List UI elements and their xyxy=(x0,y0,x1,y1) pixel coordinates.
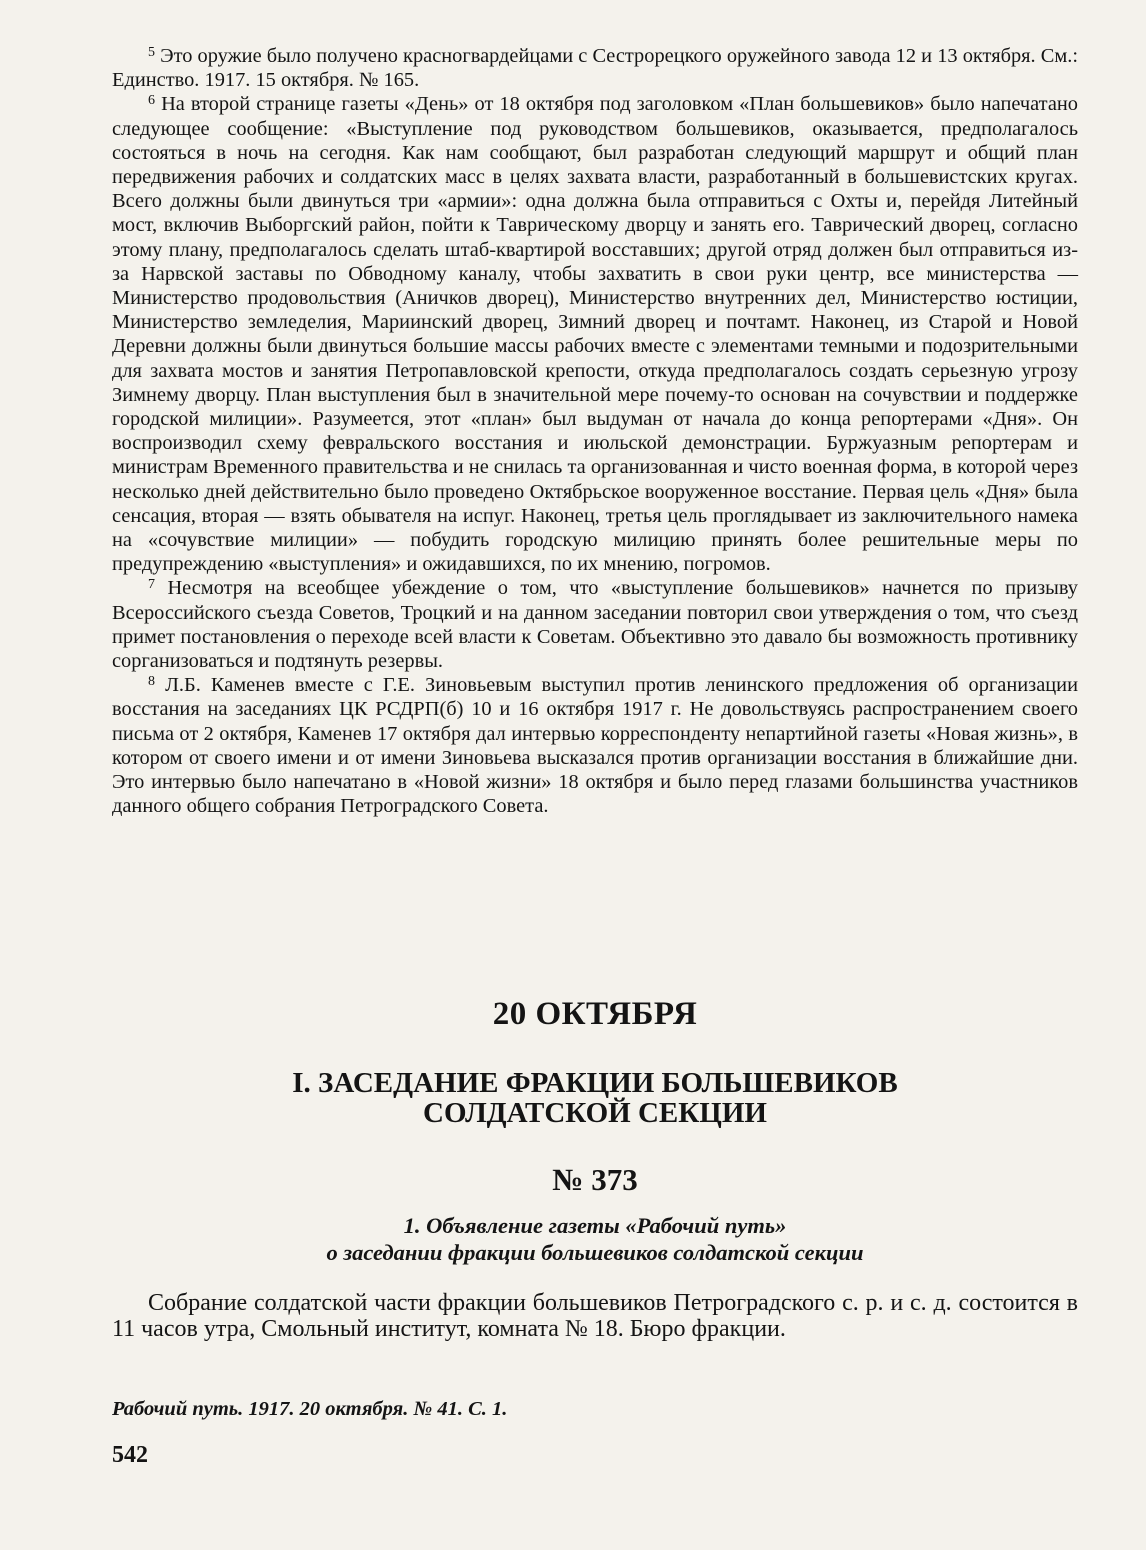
footnote xyxy=(112,44,1078,92)
footnote-text: Это оружие было получено красногвардейцами с Сестрорецкого оружейного завода 12 и 13 октября. См.: Единство. 1917. 15 октября. № 165. xyxy=(112,45,1078,92)
footnote-number: 7 xyxy=(148,577,155,593)
document-subtitle-line: 1. Объявление газеты «Рабочий путь» xyxy=(403,1213,787,1238)
document-heading-line: I. ЗАСЕДАНИЕ ФРАКЦИИ БОЛЬШЕВИКОВ xyxy=(292,1067,898,1099)
footnote-text: На второй странице газеты «День» от 18 октября под заголовком «План большевиков» было напечатано следующее сообщение: «Выступление под руководством большевиков, оказывается, предполагалось состояться в ночь на сегодня. Как нам сообщают, был разработан следующий маршрут и общий план передвижения рабочих и солдатских масс в целях захвата власти, разработанный в большевистских кругах. Всего должны были двинуться три «армии»: одна должна была отправиться с Охты и, перейдя Литейный мост, включив Выборгский район, пойти к Таврическому дворцу и занять его. Таврический дворец, согласно этому плану, предполагалось сделать штаб-квартирой восставших; другой отряд должен был отправиться из-за Нарвской заставы по Обводному каналу, чтобы захватить в свои руки центр, все министерства — Министерство продовольствия (Аничков дворец), Министерство внутренних дел, Министерство юстиции, Министерство земледелия, Мариинский дворец, Зимний дворец и почтамт. Наконец, из Старой и Новой Деревни должны были двинуться большие массы рабочих вместе с элементами темными и подозрительными для захвата мостов и занятия Петропавловской крепости, откуда предполагалось создать серьезную угрозу Зимнему дворцу. План выступления был в значительной мере почему-то основан на сочувствии и поддержке городской милиции». Разумеется, этот «план» был выдуман от начала до конца репортерами «Дня». Он воспроизводил схему февральского восстания и июльской демонстрации. Буржуазным репортерам и министрам Временного правительства и не снилась та организованная и чисто военная форма, в которой через несколько дней действительно было проведено Октябрьское вооруженное восстание. Первая цель «Дня» была сенсация, вторая — взять обывателя на испуг. Наконец, третья цель проглядывает из заключительного намека на «сочувствие милиции» — побудить городскую милицию принять более решительные меры по предупреждению «выступления» и ожидавшихся, по их мнению, погромов. xyxy=(112,93,1078,576)
document-number: № 373 xyxy=(552,1162,638,1197)
document-heading xyxy=(112,1068,1078,1128)
page-number: 542 xyxy=(112,1442,148,1468)
document-body-text: Собрание солдатской части фракции большевиков Петроградского с. р. и с. д. состоится в 11 часов утра, Смольный институт, комната № 18. Бюро фракции. xyxy=(112,1290,1078,1342)
document-subtitle-line: о заседании фракции большевиков солдатской секции xyxy=(326,1240,864,1265)
footnote xyxy=(112,92,1078,576)
document-subtitle xyxy=(112,1212,1078,1266)
footnote xyxy=(112,673,1078,818)
source-citation: Рабочий путь. 1917. 20 октября. № 41. С. 1. xyxy=(112,1398,508,1420)
footnote-number: 8 xyxy=(148,674,155,690)
footnote-number: 5 xyxy=(148,45,155,60)
footnote-number: 6 xyxy=(148,93,155,109)
footnote-text: Несмотря на всеобщее убеждение о том, что «выступление большевиков» начнется по призыву Всероссийского съезда Советов, Троцкий и на данном заседании повторил свои утверждения о том, что съезд примет постановления о переходе всей власти к Советам. Объективно это давало бы возможность противнику сорганизоваться и подтянуть резервы. xyxy=(112,577,1078,673)
footnote-text: Л.Б. Каменев вместе с Г.Е. Зиновьевым выступил против ленинского предложения об организации восстания на заседаниях ЦК РСДРП(б) 10 и 16 октября 1917 г. Не довольствуясь распространением своего письма от 2 октября, Каменев 17 октября дал интервью корреспонденту непартийной газеты «Новая жизнь», в котором от своего имени и от имени Зиновьева высказался против организации восстания в ближайшие дни. Это интервью было напечатано в «Новой жизни» 18 октября и было перед глазами большинства участников данного общего собрания Петроградского Совета. xyxy=(112,674,1078,818)
footnote xyxy=(112,576,1078,673)
footnotes xyxy=(112,44,1078,819)
document-heading-line: СОЛДАТСКОЙ СЕКЦИИ xyxy=(423,1097,767,1129)
day-title: 20 ОКТЯБРЯ xyxy=(492,996,698,1032)
